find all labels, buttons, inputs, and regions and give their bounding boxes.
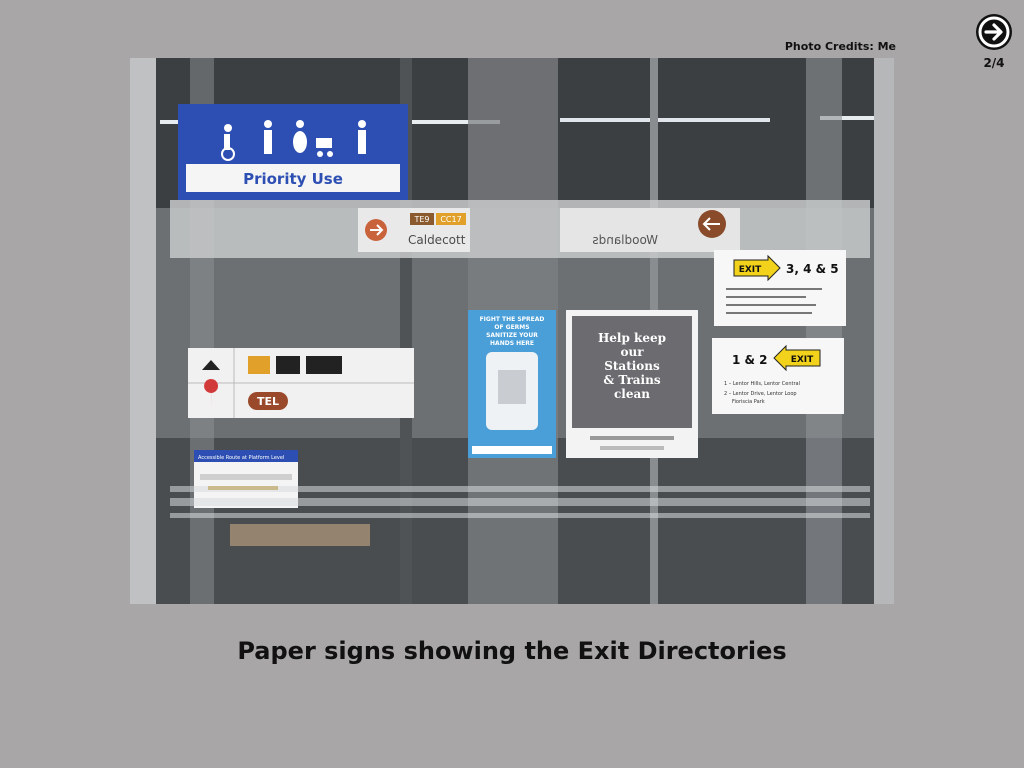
exit-directory-sign-top — [714, 250, 846, 326]
priority-use-sign — [178, 104, 408, 200]
priority-use-label: Priority Use — [243, 170, 343, 188]
clean-stations-poster — [566, 310, 698, 458]
sanitizer-poster — [468, 310, 556, 458]
exit-line-1: 1 – Lentor Hills, Lentor Central — [724, 381, 800, 387]
next-slide-button[interactable] — [976, 14, 1012, 50]
line-code-te: TE9 — [414, 215, 430, 224]
frosted-glass-band — [170, 486, 870, 518]
photo-credits: Photo Credits: Me — [784, 40, 896, 53]
tel-badge: TEL — [256, 395, 280, 408]
elevator-photo — [130, 58, 894, 604]
clean-text-5: clean — [614, 387, 650, 401]
sanitizer-text-3: SANITIZE YOUR — [486, 332, 538, 339]
exit-label-bottom: EXIT — [790, 355, 814, 365]
clean-text-4: & Trains — [603, 373, 661, 387]
arrow-right-circle-icon — [976, 14, 1012, 50]
clean-text-2: our — [620, 345, 644, 359]
line-code-cc: CC17 — [440, 215, 462, 224]
route-map-title: Accessible Route at Platform Level — [198, 455, 285, 461]
exit-label-top: EXIT — [738, 265, 762, 275]
exit-directory-sign-bottom — [712, 338, 844, 414]
clean-text-1: Help keep — [597, 331, 667, 345]
exit-numbers-bottom: 1 & 2 — [732, 353, 768, 367]
exit-line-2: 2 – Lentor Drive, Lentor Loop — [724, 391, 797, 397]
sanitizer-text-4: HANDS HERE — [490, 340, 534, 347]
slide-counter: 2/4 — [983, 56, 1005, 70]
clean-text-3: Stations — [604, 359, 660, 373]
direction-sign — [188, 348, 414, 418]
sanitizer-text-2: OF GERMS — [494, 324, 530, 331]
sanitizer-text-1: FIGHT THE SPREAD — [479, 316, 545, 323]
exit-numbers-top: 3, 4 & 5 — [786, 262, 839, 276]
slide-caption: Paper signs showing the Exit Directories — [237, 637, 787, 665]
elevator-scene — [130, 58, 894, 604]
station-right-name: Woodlands — [592, 233, 658, 247]
exit-line-3: Fioriscia Park — [732, 399, 765, 405]
station-left-name: Caldecott — [408, 233, 466, 247]
